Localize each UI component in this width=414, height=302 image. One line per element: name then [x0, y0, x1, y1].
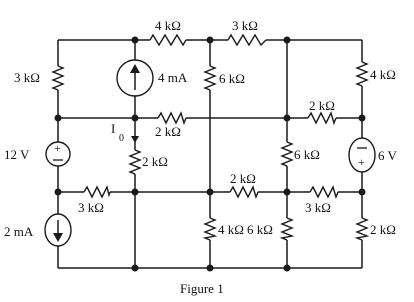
label-6k-upper: 6 kΩ — [219, 71, 245, 86]
label-12v: 12 V — [4, 147, 30, 162]
resistor-4k-bottom — [205, 218, 215, 240]
svg-text:+: + — [54, 141, 61, 155]
label-2k-io: 2 kΩ — [142, 154, 168, 169]
label-io-subscript: 0 — [119, 133, 124, 144]
current-arrow-io — [131, 136, 139, 143]
resistor-6k-center — [282, 142, 292, 166]
voltage-source-12v — [46, 141, 70, 166]
label-2k-mid: 2 kΩ — [155, 124, 181, 139]
label-6k-bottom: 6 kΩ — [247, 222, 273, 237]
resistor-2k-bottom-right — [357, 218, 367, 240]
resistor-2k-io — [130, 150, 140, 174]
label-4k-bottom: 4 kΩ — [218, 222, 244, 237]
resistor-2k-right-mid — [308, 113, 336, 123]
label-io: I — [111, 121, 116, 136]
resistor-4k-top — [150, 35, 186, 45]
figure-caption: Figure 1 — [180, 281, 224, 296]
label-2k-lower-mid: 2 kΩ — [230, 171, 256, 186]
label-2k-right-mid: 2 kΩ — [309, 98, 335, 113]
label-4k-top: 4 kΩ — [155, 18, 181, 33]
resistor-3k-top — [228, 35, 266, 45]
voltage-source-6v — [349, 138, 375, 172]
label-3k-lower-left: 3 kΩ — [78, 200, 104, 215]
resistor-6k-upper — [205, 66, 215, 90]
label-3k-top: 3 kΩ — [232, 18, 258, 33]
resistor-3k-top-left — [53, 66, 63, 90]
label-4ma: 4 mA — [158, 70, 188, 85]
svg-text:+: + — [358, 155, 365, 169]
label-3k-top-left: 3 kΩ — [14, 70, 40, 85]
label-6k-center: 6 kΩ — [294, 147, 320, 162]
label-6v: 6 V — [378, 148, 397, 163]
label-3k-lower-right: 3 kΩ — [305, 200, 331, 215]
label-2ma: 2 mA — [4, 224, 34, 239]
resistor-2k-lower-mid — [230, 187, 258, 197]
current-source-2ma — [45, 214, 71, 246]
resistor-4k-right-top — [357, 62, 367, 86]
label-2k-bottom-right: 2 kΩ — [370, 222, 396, 237]
resistor-3k-lower-left — [84, 187, 110, 197]
resistor-6k-bottom — [282, 218, 292, 240]
current-source-4ma — [117, 60, 153, 96]
resistor-3k-lower-right — [310, 187, 338, 197]
resistor-2k-mid — [158, 113, 186, 123]
label-4k-right-top: 4 kΩ — [370, 67, 396, 82]
